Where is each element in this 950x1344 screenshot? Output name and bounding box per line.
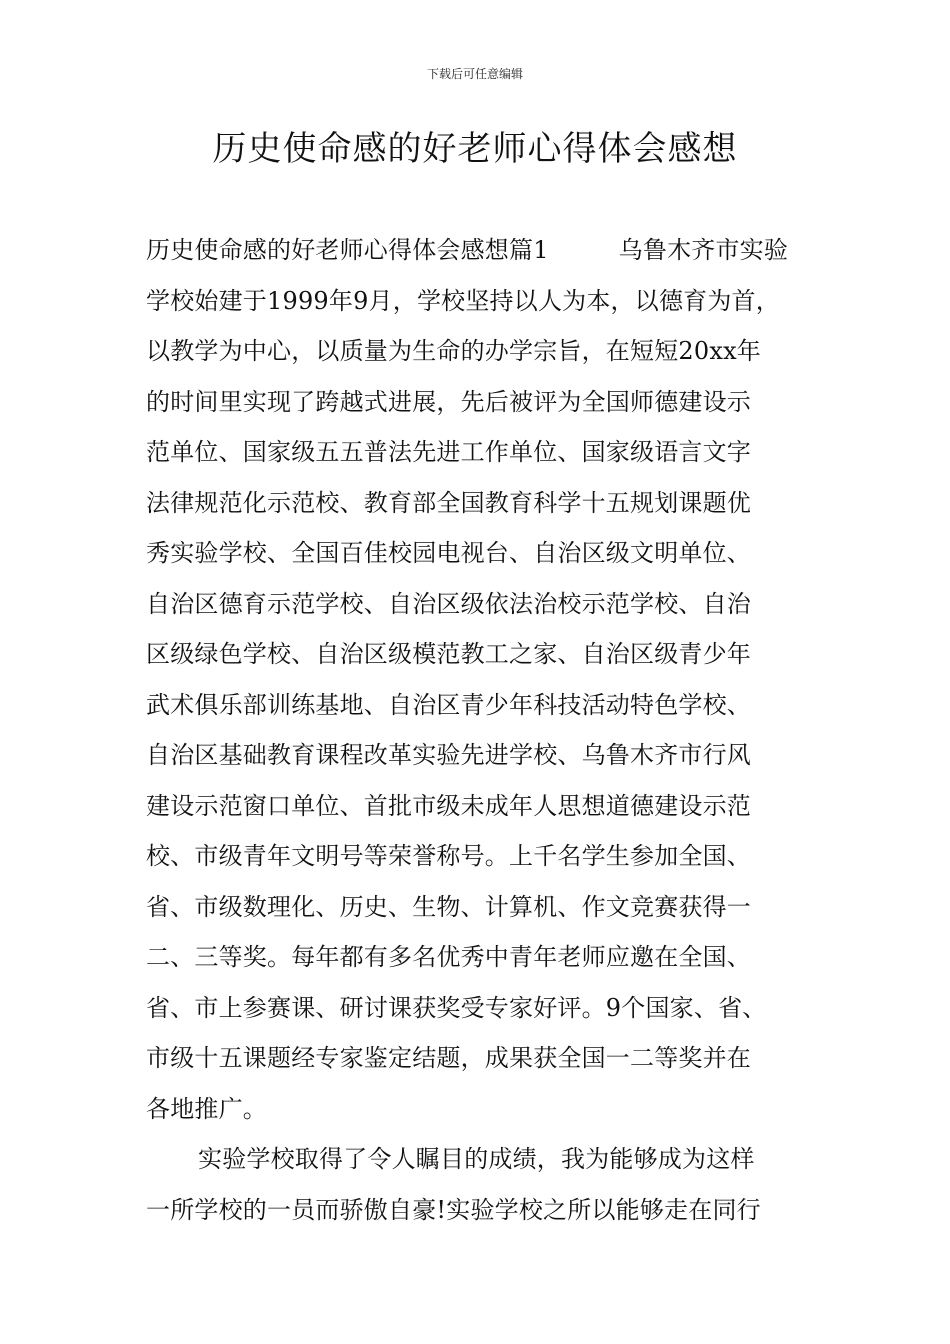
paragraph-2-line: 一所学校的一员而骄傲自豪!实验学校之所以能够走在同行: [146, 1195, 761, 1224]
paragraph-1-line: 二、三等奖。每年都有多名优秀中青年老师应邀在全国、: [146, 943, 751, 971]
paragraph-1-line: 范单位、国家级五五普法先进工作单位、国家级语言文字: [146, 438, 751, 466]
document-body: [146, 225, 816, 1235]
page-title: 历史使命感的好老师心得体会感想: [212, 129, 738, 169]
paragraph-1-line: 以教学为中心，以质量为生命的办学宗旨，在短短20xx年: [146, 337, 762, 365]
header-note: 下载后可任意编辑: [426, 67, 523, 81]
paragraph-1-line: 武术俱乐部训练基地、自治区青少年科技活动特色学校、: [146, 690, 751, 719]
paragraph-1-line: 自治区德育示范学校、自治区级依法治校示范学校、自治: [146, 589, 751, 618]
paragraph-1-line: 省、市上参赛课、研讨课获奖受专家好评。9个国家、省、: [146, 993, 767, 1022]
paragraph-1-line: 法律规范化示范校、教育部全国教育科学十五规划课题优: [146, 488, 751, 517]
paragraph-1-line: 区级绿色学校、自治区级模范教工之家、自治区级青少年: [146, 640, 751, 668]
paragraph-1-line-0-tail: 乌鲁木齐市实验: [618, 236, 789, 264]
paragraph-1-line: 学校始建于1999年9月，学校坚持以人为本，以德育为首，: [146, 286, 780, 315]
paragraph-1-line: 建设示范窗口单位、首批市级未成年人思想道德建设示范: [146, 791, 751, 820]
section-heading: 历史使命感的好老师心得体会感想篇1: [146, 236, 549, 264]
paragraph-1-line-0: [146, 225, 816, 276]
paragraph-1-line: 自治区基础教育课程改革实验先进学校、乌鲁木齐市行风: [146, 741, 751, 769]
paragraph-1-line: 各地推广。: [146, 1094, 267, 1123]
paragraph-1-line: 校、市级青年文明号等荣誉称号。上千名学生参加全国、: [146, 842, 751, 870]
paragraph-1-line: 的时间里实现了跨越式进展，先后被评为全国师德建设示: [146, 387, 751, 416]
paragraph-2-line: 实验学校取得了令人瞩目的成绩，我为能够成为这样: [198, 1145, 755, 1173]
paragraph-1-line: 省、市级数理化、历史、生物、计算机、作文竞赛获得一: [146, 892, 751, 921]
paragraph-1-line: 秀实验学校、全国百佳校园电视台、自治区级文明单位、: [146, 539, 751, 567]
paragraph-1-line: 市级十五课题经专家鉴定结题，成果获全国一二等奖并在: [146, 1044, 751, 1072]
